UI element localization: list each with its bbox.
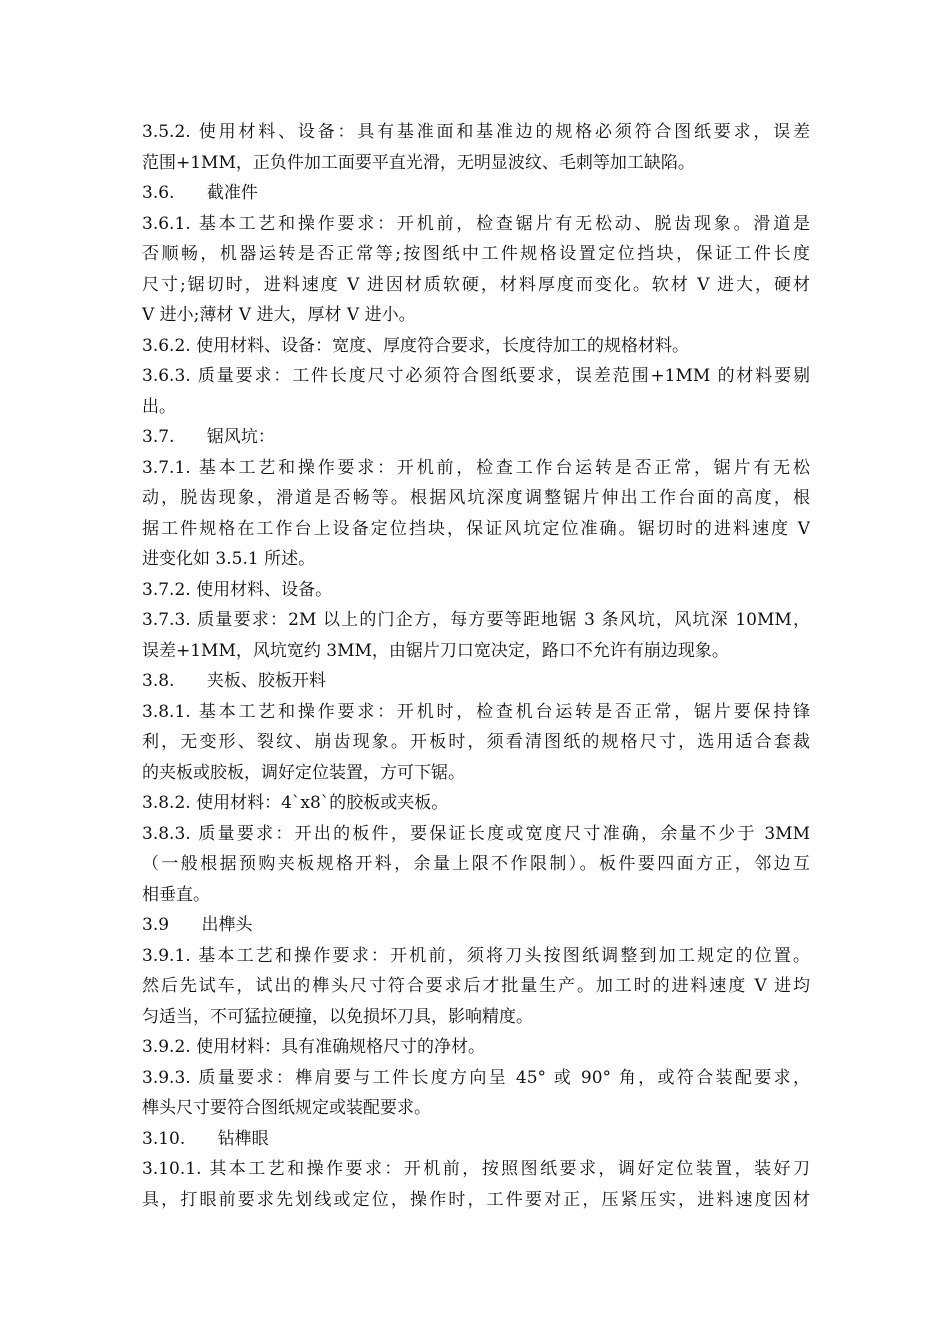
text-line: 3.7.3. 质量要求：2M 以上的门企方，每方要等距地锯 3 条风坑，风坑深 10MM，	[142, 610, 810, 630]
text-line: 3.7.1. 基本工艺和操作要求：开机前，检查工作台运转是否正常，锯片有无松	[142, 457, 810, 478]
text-line: 然后先试车，试出的榫头尺寸符合要求后才批量生产。加工时的进料速度 V 进均	[142, 976, 810, 996]
text-line: 误差+1MM，风坑宽约 3MM，由锯片刀口宽决定，路口不允许有崩边现象。	[142, 640, 729, 661]
section-heading: 3.8. 夹板、胶板开料	[142, 671, 326, 691]
section-heading: 3.6. 截准件	[142, 183, 258, 203]
text-line: 出。	[142, 396, 176, 417]
text-line: 3.9.2. 使用材料：具有准确规格尺寸的净材。	[142, 1037, 486, 1057]
text-line: 3.9.1. 基本工艺和操作要求：开机前，须将刀头按图纸调整到加工规定的位置。	[142, 945, 810, 966]
text-line: 的夹板或胶板，调好定位装置，方可下锯。	[142, 762, 465, 783]
section-heading: 3.10. 钻榫眼	[142, 1128, 269, 1149]
text-line: 3.8.3. 质量要求：开出的板件，要保证长度或宽度尺寸准确，余量不少于 3MM	[142, 823, 810, 844]
text-line: 3.8.2. 使用材料：4`x8`的胶板或夹板。	[142, 793, 449, 813]
section-heading: 3.9 出榫头	[142, 915, 253, 935]
text-line: 利，无变形、裂纹、崩齿现象。开板时，须看清图纸的规格尺寸，选用适合套裁	[142, 732, 810, 752]
text-line: 3.6.3. 质量要求：工件长度尺寸必须符合图纸要求，误差范围+1MM 的材料要剔	[142, 366, 810, 386]
text-line: （一般根据预购夹板规格开料，余量上限不作限制）。板件要四面方正，邻边互	[142, 854, 810, 874]
text-line: 3.10.1. 其本工艺和操作要求：开机前，按照图纸要求，调好定位装置，装好刀	[142, 1159, 810, 1179]
text-line: 否顺畅，机器运转是否正常等;按图纸中工件规格设置定位挡块，保证工件长度	[142, 244, 810, 264]
text-line: 相垂直。	[142, 884, 210, 905]
text-line: 尺寸;锯切时，进料速度 V 进因材质软硬，材料厚度而变化。软材 V 进大，硬材	[142, 274, 810, 295]
text-line: 3.5.2. 使用材料、设备：具有基准面和基准边的规格必须符合图纸要求，误差	[142, 122, 810, 142]
text-line: 进变化如 3.5.1 所述。	[142, 549, 316, 569]
text-line: 3.6.2. 使用材料、设备：宽度、厚度符合要求，长度待加工的规格材料。	[142, 335, 690, 356]
text-line: 据工件规格在工作台上设备定位挡块，保证风坑定位准确。锯切时的进料速度 V	[142, 518, 810, 539]
text-line: 3.6.1. 基本工艺和操作要求：开机前，检查锯片有无松动、脱齿现象。滑道是	[142, 213, 810, 234]
text-line: 3.8.1. 基本工艺和操作要求：开机时，检查机台运转是否正常，锯片要保持锋	[142, 701, 810, 722]
text-line: 匀适当，不可猛拉硬撞，以免损坏刀具，影响精度。	[142, 1006, 533, 1027]
text-line: 具，打眼前要求先划线或定位，操作时，工件要对正，压紧压实，进料速度因材	[142, 1189, 810, 1210]
text-line: 动，脱齿现象，滑道是否畅等。根据风坑深度调整锯片伸出工作台面的高度，根	[142, 488, 810, 508]
text-line: 3.9.3. 质量要求：榫肩要与工件长度方向呈 45° 或 90° 角，或符合装配要求，	[142, 1067, 810, 1088]
text-line: 榫头尺寸要符合图纸规定或装配要求。	[142, 1098, 431, 1118]
document-body	[142, 117, 810, 1215]
section-heading: 3.7. 锯风坑：	[142, 427, 275, 447]
text-line: V 进小;薄材 V 进大，厚材 V 进小。	[142, 305, 416, 325]
text-line: 范围+1MM，正负件加工面要平直光滑，无明显波纹、毛刺等加工缺陷。	[142, 152, 695, 173]
text-line: 3.7.2. 使用材料、设备。	[142, 579, 333, 600]
